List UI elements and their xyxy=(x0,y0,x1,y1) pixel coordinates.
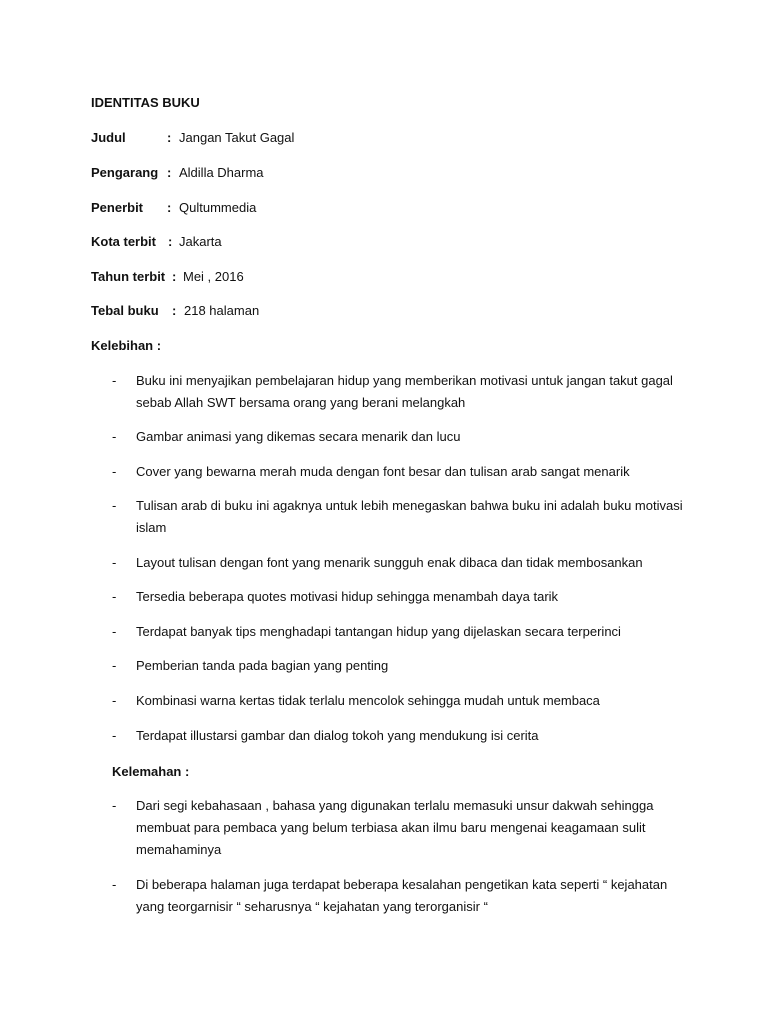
kelebihan-title: Kelebihan : xyxy=(91,338,162,353)
bullet-marker: - xyxy=(112,877,117,892)
bullet-text: Kombinasi warna kertas tidak terlalu mencolok sehingga mudah untuk membaca xyxy=(136,693,600,708)
bullet-text: Terdapat illustarsi gambar dan dialog tokoh yang mendukung isi cerita xyxy=(136,728,539,743)
document-heading: IDENTITAS BUKU xyxy=(91,95,200,110)
info-colon: : xyxy=(167,130,172,145)
info-colon: : xyxy=(172,269,177,284)
bullet-marker: - xyxy=(112,658,117,673)
info-label: Penerbit xyxy=(91,200,144,215)
bullet-marker: - xyxy=(112,589,117,604)
info-row-pengarang xyxy=(91,164,264,182)
bullet-text: Buku ini menyajikan pembelajaran hidup yang memberikan motivasi untuk jangan takut gagal sebab Allah SWT bersama orang yang berani melangkah xyxy=(136,373,673,410)
info-row-penerbit xyxy=(91,199,257,217)
info-row-tahun-terbit xyxy=(91,268,244,286)
info-label: Kota terbit xyxy=(91,234,156,249)
info-label: Tebal buku xyxy=(91,303,159,318)
kelemahan-title: Kelemahan : xyxy=(112,764,190,779)
bullet-text: Layout tulisan dengan font yang menarik sungguh enak dibaca dan tidak membosankan xyxy=(136,555,643,570)
info-colon: : xyxy=(167,200,172,215)
bullet-text: Gambar animasi yang dikemas secara menarik dan lucu xyxy=(136,429,461,444)
info-label: Tahun terbit xyxy=(91,269,166,284)
bullet-text: Terdapat banyak tips menghadapi tantangan hidup yang dijelaskan secara terperinci xyxy=(136,624,621,639)
bullet-text: Dari segi kebahasaan , bahasa yang digunakan terlalu memasuki unsur dakwah sehingga membuat para pembaca yang belum terbiasa akan ilmu baru mengenai keagamaan sulit memahaminya xyxy=(136,798,654,857)
bullet-text: Tersedia beberapa quotes motivasi hidup sehingga menambah daya tarik xyxy=(136,589,559,604)
bullet-marker: - xyxy=(112,624,117,639)
bullet-marker: - xyxy=(112,464,117,479)
bullet-marker: - xyxy=(112,555,117,570)
info-colon: : xyxy=(172,303,177,318)
info-value: Aldilla Dharma xyxy=(179,165,264,180)
info-colon: : xyxy=(167,165,172,180)
info-row-tebal-buku xyxy=(91,302,260,320)
info-row-kota-terbit xyxy=(91,233,222,251)
info-value: Jangan Takut Gagal xyxy=(179,130,295,145)
bullet-text: Cover yang bewarna merah muda dengan font besar dan tulisan arab sangat menarik xyxy=(136,464,630,479)
bullet-marker: - xyxy=(112,429,117,444)
info-row-judul xyxy=(91,129,295,147)
bullet-marker: - xyxy=(112,498,117,513)
bullet-marker: - xyxy=(112,798,117,813)
bullet-marker: - xyxy=(112,728,117,743)
bullet-text: Pemberian tanda pada bagian yang penting xyxy=(136,658,389,673)
info-value: Mei , 2016 xyxy=(183,269,244,284)
bullet-text: Di beberapa halaman juga terdapat beberapa kesalahan pengetikan kata seperti “ kejahatan yang teorgarnisir “ seharusnya “ kejahatan yang terorganisir “ xyxy=(136,877,668,914)
info-value: Jakarta xyxy=(179,234,222,249)
info-label: Judul xyxy=(91,130,126,145)
bullet-marker: - xyxy=(112,373,117,388)
bullet-marker: - xyxy=(112,693,117,708)
info-value: 218 halaman xyxy=(184,303,260,318)
info-label: Pengarang xyxy=(91,165,159,180)
info-colon: : xyxy=(168,234,173,249)
info-value: Qultummedia xyxy=(179,200,257,215)
bullet-text: Tulisan arab di buku ini agaknya untuk lebih menegaskan bahwa buku ini adalah buku motivasi islam xyxy=(136,498,683,535)
